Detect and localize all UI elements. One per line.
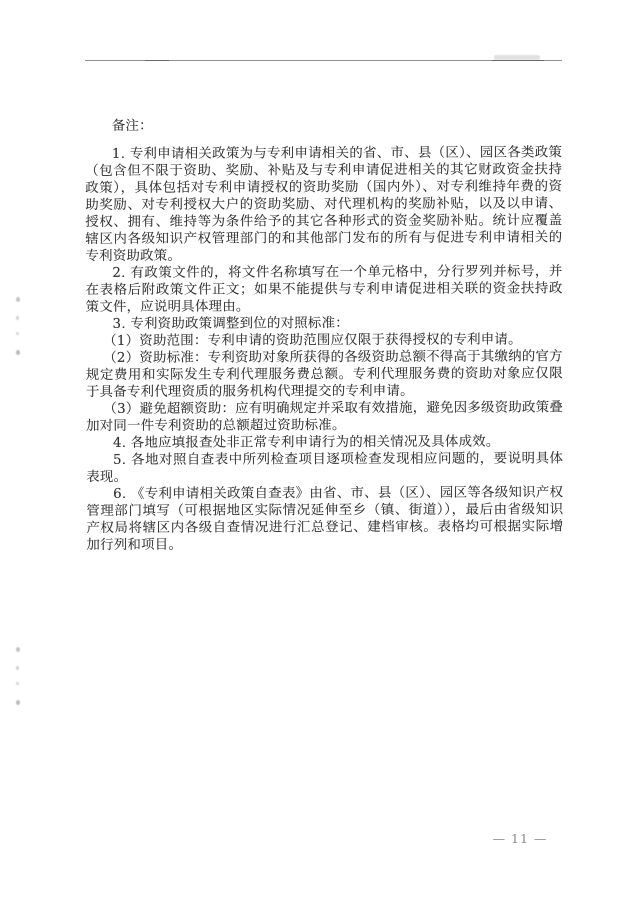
note-paragraph-6: 6. 《专利申请相关政策自查表》由省、市、县（区）、园区等各级知识产权管理部门填写（可根据地区实际情况延伸至乡（镇、街道）），最后由省级知识产权局将辖区内各级自查情况进行汇总登记、建档审核。表格均可根据实际增加行列和项目。 (86, 485, 564, 553)
note-paragraph-3-item-3: （3）避免超额资助：应有明确规定并采取有效措施，避免因多级资助政策叠加对同一件专利资助的总额超过资助标准。 (86, 400, 564, 434)
note-paragraph-2: 2. 有政策文件的，将文件名称填写在一个单元格中，分行罗列并标号，并在表格后附政策文件正文；如果不能提供与专利申请促进相关联的资金扶持政策文件，应说明具体理由。 (85, 264, 563, 315)
margin-smudge-mark (16, 666, 19, 670)
margin-smudge-mark (16, 700, 20, 705)
margin-smudge-mark (16, 332, 19, 335)
margin-smudge-mark (16, 316, 19, 320)
top-rule-dark-segment (145, 60, 169, 62)
note-paragraph-1: 1. 专利申请相关政策为与专利申请相关的省、市、县（区）、园区各类政策（包含但不限于资助、奖励、补贴及与专利申请促进相关的其它财政资金扶持政策），具体包括对专利申请授权的资助奖励（国内外）、对专利维持年费的资助奖励、对专利授权大户的资助奖励、对代理机构的奖励补贴，以及以申请、授权、拥有、维持等为条件给予的其它各种形式的资金奖励补贴。统计应覆盖辖区内各级知识产权管理部门的和其他部门发布的所有与促进专利申请相关的专利资助政策。 (85, 145, 563, 264)
margin-smudge-mark (16, 647, 20, 652)
scan-smudge (494, 55, 540, 60)
note-paragraph-3-item-1: （1）资助范围：专利申请的资助范围应仅限于获得授权的专利申请。 (103, 332, 522, 349)
notes-heading: 备注： (111, 118, 153, 134)
note-paragraph-3: 3. 专利资助政策调整到位的对照标准： (112, 316, 349, 332)
page-number: — 11 — (492, 831, 548, 846)
note-paragraph-4: 4. 各地应填报查处非正常专利申请行为的相关情况及具体成效。 (112, 434, 500, 451)
margin-smudge-mark (16, 350, 20, 355)
margin-smudge-mark (16, 297, 20, 302)
note-paragraph-5: 5. 各地对照自查表中所列检查项目逐项检查发现相应问题的，要说明具体表现。 (86, 451, 564, 485)
note-paragraph-3-item-2: （2）资助标准：专利资助对象所获得的各级资助总额不得高于其缴纳的官方规定费用和实际发生专利代理服务费总额。专利代理服务费的资助对象应仅限于具备专利代理资质的服务机构代理提交的专利申请。 (85, 349, 563, 400)
margin-smudge-mark (16, 682, 19, 685)
notes-text-block (85, 116, 564, 554)
margin-bleedthrough-marks-upper (15, 294, 23, 358)
margin-bleedthrough-marks-lower (15, 644, 23, 708)
